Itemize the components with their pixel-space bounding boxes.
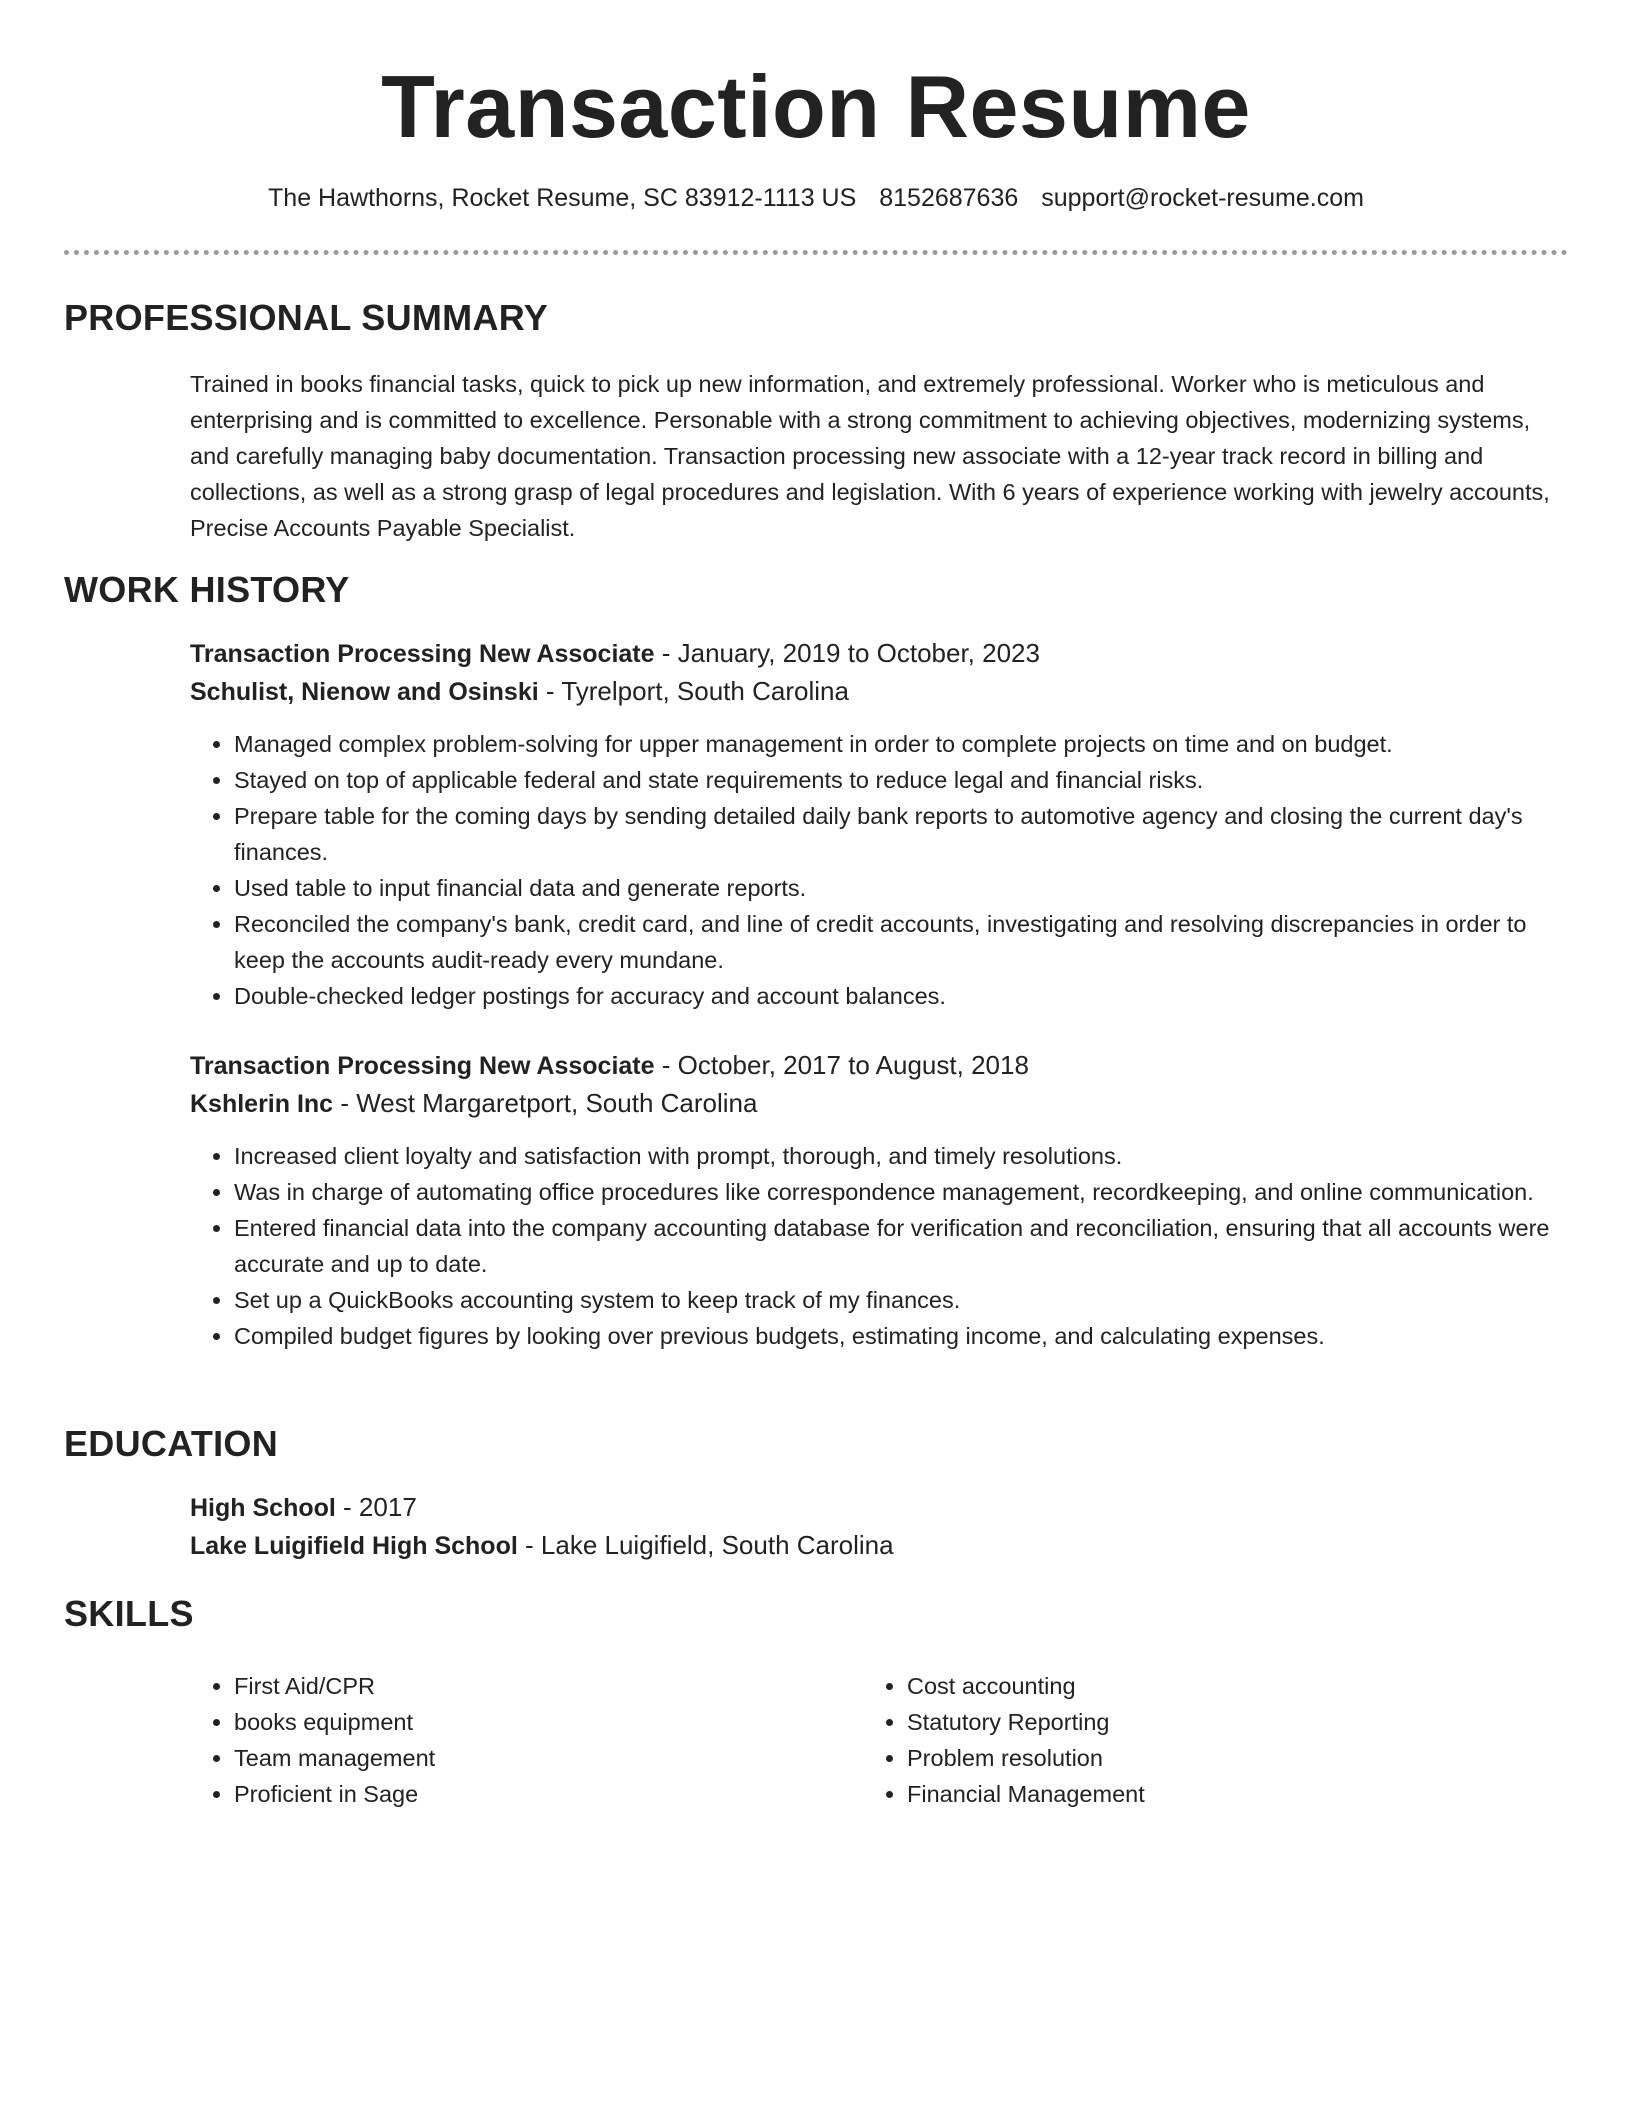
- list-item: • Prepare table for the coming days by sending detailed daily bank reports to automotive agency and closing the current day's finances.: [234, 798, 1570, 870]
- skill-item: • Cost accounting: [907, 1668, 1463, 1704]
- list-item: • Managed complex problem-solving for upper management in order to complete projects on time and on budget.: [234, 726, 1570, 762]
- job-2-position: Transaction Processing New Associate: [190, 1052, 655, 1080]
- skill-item: • Statutory Reporting: [907, 1704, 1463, 1740]
- skill-item: • Financial Management: [907, 1776, 1463, 1812]
- job-1-dates: - January, 2019 to October, 2023: [654, 638, 1040, 668]
- job-1-position: Transaction Processing New Associate: [190, 640, 655, 668]
- job-1-bullets: [190, 726, 1570, 1014]
- education-degree-line: [190, 1488, 1570, 1527]
- education-degree: High School: [190, 1494, 336, 1522]
- list-item: • Compiled budget figures by looking over previous budgets, estimating income, and calculating expenses.: [234, 1318, 1570, 1354]
- list-item: • Was in charge of automating office procedures like correspondence management, recordkeeping, and online communication.: [234, 1174, 1570, 1210]
- skills-list-right: [863, 1668, 1463, 1812]
- skill-item: • Proficient in Sage: [234, 1776, 790, 1812]
- job-1-title-line: [190, 634, 1570, 673]
- job-1-company-line: [190, 672, 1570, 711]
- skills-list-left: [190, 1668, 790, 1812]
- list-item: • Used table to input financial data and generate reports.: [234, 870, 1570, 906]
- contact-address: The Hawthorns, Rocket Resume, SC 83912-1113 US: [268, 184, 857, 212]
- job-2-dates: - October, 2017 to August, 2018: [654, 1050, 1029, 1080]
- job-2-bullets: [190, 1138, 1570, 1354]
- job-1-company: Schulist, Nienow and Osinski: [190, 678, 539, 706]
- list-item: • Entered financial data into the company accounting database for verification and reconciliation, ensuring that all accounts were accurate and up to date.: [234, 1210, 1570, 1282]
- list-item: • Set up a QuickBooks accounting system to keep track of my finances.: [234, 1282, 1570, 1318]
- section-title-work-history: WORK HISTORY: [64, 569, 350, 610]
- contact-line: [0, 178, 1632, 218]
- job-2-location: - West Margaretport, South Carolina: [333, 1088, 758, 1118]
- skill-item: • Problem resolution: [907, 1740, 1463, 1776]
- contact-email: support@rocket-resume.com: [1041, 184, 1364, 212]
- list-item: • Reconciled the company's bank, credit card, and line of credit accounts, investigating and resolving discrepancies in order to keep the accounts audit-ready every mundane.: [234, 906, 1570, 978]
- header-divider: [64, 250, 1568, 255]
- list-item: • Double-checked ledger postings for accuracy and account balances.: [234, 978, 1570, 1014]
- job-2-company-line: [190, 1084, 1570, 1123]
- list-item: • Stayed on top of applicable federal and state requirements to reduce legal and financial risks.: [234, 762, 1570, 798]
- education-year: - 2017: [335, 1492, 417, 1522]
- list-item: • Increased client loyalty and satisfaction with prompt, thorough, and timely resolutions.: [234, 1138, 1570, 1174]
- skill-item: • Team management: [234, 1740, 790, 1776]
- education-location: - Lake Luigifield, South Carolina: [517, 1530, 894, 1560]
- section-title-skills: SKILLS: [64, 1593, 194, 1634]
- resume-title: Transaction Resume: [381, 57, 1251, 156]
- education-school-line: [190, 1526, 1570, 1565]
- summary-text: Trained in books financial tasks, quick to pick up new information, and extremely professional. Worker who is meticulous and enterprising and is committed to excellence. Personable with a strong commitment to achieving objectives, modernizing systems, and carefully managing baby documentation. Transaction processing new associate with a 12-year track record in billing and collections, as well as a strong grasp of legal procedures and legislation. With 6 years of experience working with jewelry accounts, Precise Accounts Payable Specialist.: [190, 371, 1550, 541]
- job-2-company: Kshlerin Inc: [190, 1090, 334, 1118]
- skill-item: • books equipment: [234, 1704, 790, 1740]
- skill-item: • First Aid/CPR: [234, 1668, 790, 1704]
- job-2-title-line: [190, 1046, 1570, 1085]
- education-school: Lake Luigifield High School: [190, 1532, 518, 1560]
- section-title-summary: PROFESSIONAL SUMMARY: [64, 297, 549, 338]
- section-title-education: EDUCATION: [64, 1423, 279, 1464]
- contact-phone: 8152687636: [879, 184, 1019, 212]
- job-1-location: - Tyrelport, South Carolina: [538, 676, 849, 706]
